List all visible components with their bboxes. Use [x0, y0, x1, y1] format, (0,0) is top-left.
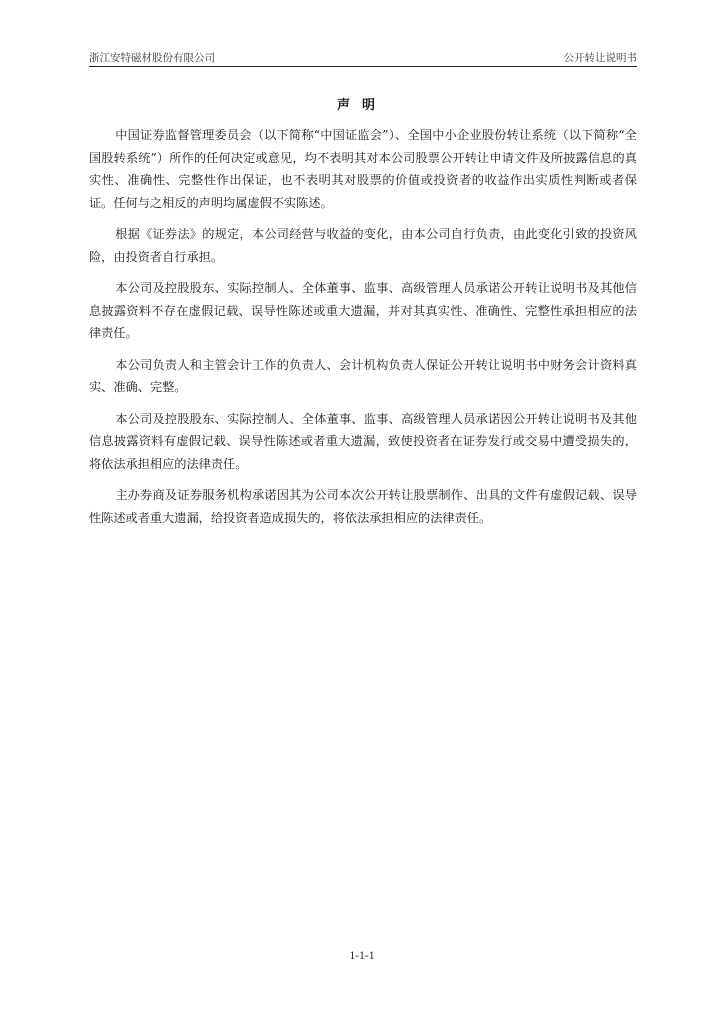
paragraph: 本公司及控股股东、实际控制人、全体董事、监事、高级管理人员承诺因公开转让说明书及其他信息披露资料有虚假记载、误导性陈述或者重大遗漏，致使投资者在证券发行或交易中遭受损失的，将依法承担相应的法律责任。 — [89, 411, 637, 471]
paragraph: 本公司及控股股东、实际控制人、全体董事、监事、高级管理人员承诺公开转让说明书及其他信息披露资料不存在虚假记载、误导性陈述或重大遗漏，并对其真实性、准确性、完整性承担相应的法律责任。 — [89, 281, 637, 340]
header-divider — [89, 66, 637, 67]
company-name: 浙江安特磁材股份有限公司 — [89, 52, 215, 64]
paragraph: 主办券商及证券服务机构承诺因其为公司本次公开转让股票制作、出具的文件有虚假记载、误导性陈述或者重大遗漏，给投资者造成损失的，将依法承担相应的法律责任。 — [89, 488, 637, 525]
declaration-body — [89, 124, 637, 538]
paragraph: 根据《证券法》的规定，本公司经营与收益的变化，由本公司自行负责，由此变化引致的投资风险，由投资者自行承担。 — [89, 227, 637, 264]
page-header — [89, 50, 637, 66]
section-title: 声明 — [336, 98, 387, 113]
paragraph: 中国证券监督管理委员会（以下简称“中国证监会”）、全国中小企业股份转让系统（以下简称“全国股转系统”）所作的任何决定或意见，均不表明其对本公司股票公开转让申请文件及所披露信息的真实性、准确性、完整性作出保证，也不表明其对股票的价值或投资者的收益作出实质性判断或者保证。任何与之相反的声明均属虚假不实陈述。 — [89, 128, 637, 210]
paragraph: 本公司负责人和主管会计工作的负责人、会计机构负责人保证公开转让说明书中财务会计资料真实、准确、完整。 — [89, 357, 637, 394]
page-number: 1-1-1 — [349, 950, 375, 962]
document-title: 公开转让说明书 — [563, 52, 637, 64]
